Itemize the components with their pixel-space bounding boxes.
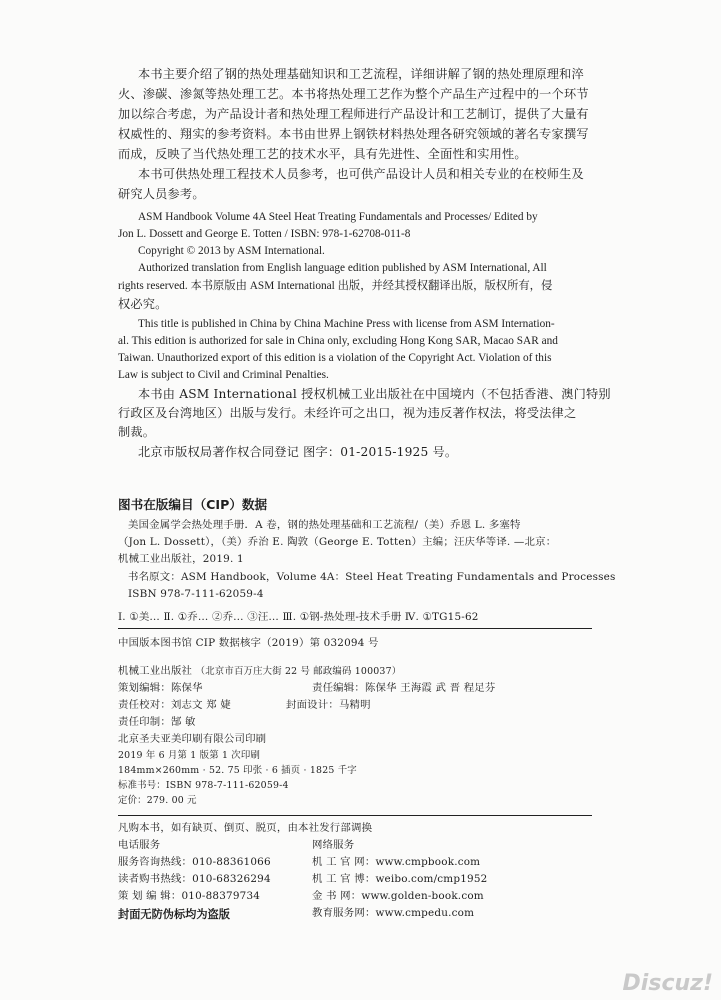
editor-phone: 策 划 编 辑：010-88379734 — [118, 890, 261, 902]
intro-line: 权威性的、翔实的参考资料。本书由世界上钢铁材料热处理各研究领域的著名专家撰写 — [118, 127, 589, 141]
publisher-address: （北京市百万庄大街 22 号 邮政编码 100037） — [195, 666, 402, 677]
cover-design: 封面设计：马精明 — [286, 699, 371, 711]
cip-core-number: 中国版本图书馆 CIP 数据核字（2019）第 032094 号 — [118, 637, 379, 649]
cip-original-title: 书名原文：ASM Handbook，Volume 4A：Steel Heat Treating Fundamentals and Processes — [128, 571, 616, 583]
standard-isbn: 标准书号：ISBN 978-7-111-62059-4 — [118, 780, 289, 791]
copyright-line: Copyright © 2013 by ASM International. — [138, 245, 325, 257]
intro-line: 本书可供热处理工程技术人员参考，也可供产品设计人员和相关专业的在校师生及 — [138, 167, 584, 181]
authorization-cn-line: 行政区及台湾地区）出版与发行。未经许可之出口，视为违反著作权法，将受法律之 — [118, 406, 577, 420]
intro-line: 而成，反映了当代热处理工艺的技术水平，具有先进性、全面性和实用性。 — [118, 147, 527, 161]
cip-isbn: ISBN 978-7-111-62059-4 — [128, 588, 264, 600]
china-license-line: This title is published in China by China Machine Press with license from ASM Internation- — [138, 318, 555, 330]
publisher-name — [118, 664, 401, 679]
authorized-line: Authorized translation from English language edition published by ASM International, All — [138, 262, 547, 274]
handbook-line: ASM Handbook Volume 4A Steel Heat Treating Fundamentals and Processes/ Edited by — [138, 211, 538, 223]
planning-editor: 策划编辑：陈保华 — [118, 682, 203, 694]
intro-line: 研究人员参考。 — [118, 187, 205, 201]
cip-description-line: （Jon L. Dossett），（美）乔治 E. 陶敦（George E. Totten）主编；汪庆华等译. —北京： — [118, 536, 557, 548]
replacement-notice: 凡购本书，如有缺页、倒页、脱页，由本社发行部调换 — [118, 822, 373, 834]
authorization-cn-line: 制裁。 — [118, 425, 156, 439]
authorized-line: rights reserved. 本书原版由 ASM International 出版，并经其授权翻译出版，版权所有，侵 — [118, 280, 553, 292]
intro-line: 本书主要介绍了钢的热处理基础知识和工艺流程，详细讲解了钢的热处理原理和淬 — [138, 67, 584, 81]
footer-divider — [118, 815, 592, 816]
cip-title: 图书在版编目（CIP）数据 — [118, 497, 268, 512]
china-license-line: Law is subject to Civil and Criminal Penalties. — [118, 369, 329, 381]
golden-book-link[interactable]: 金 书 网：www.golden-book.com — [312, 890, 484, 902]
price: 定价：279. 00 元 — [118, 795, 197, 806]
intro-line: 加以综合考虑，为产品设计者和热处理工程师进行产品设计和工艺制订，提供了大量有 — [118, 107, 589, 121]
web-heading: 网络服务 — [312, 839, 355, 851]
purchase-phone: 读者购书热线：010-68326294 — [118, 873, 271, 885]
service-phone: 服务咨询热线：010-88361066 — [118, 856, 271, 868]
authorized-line: 权必究。 — [118, 297, 168, 311]
phone-heading: 电话服务 — [118, 839, 161, 851]
edition: 2019 年 6 月第 1 版第 1 次印刷 — [118, 750, 261, 761]
education-service-link[interactable]: 教育服务网：www.cmpedu.com — [312, 907, 475, 919]
official-weibo-link[interactable]: 机 工 官 博：weibo.com/cmp1952 — [312, 873, 488, 885]
china-license-line: al. This edition is authorized for sale in China only, excluding Hong Kong SAR, Macao SAR and — [118, 335, 558, 347]
printer: 北京圣夫亚美印刷有限公司印刷 — [118, 733, 267, 745]
proofreader: 责任校对：刘志文 郑 婕 — [118, 699, 231, 711]
printing-supervisor: 责任印制：郜 敏 — [118, 716, 196, 728]
cip-description-line: 机械工业出版社，2019. 1 — [118, 553, 244, 565]
cip-classification: Ⅰ. ①美… Ⅱ. ①乔… ②乔… ③汪… Ⅲ. ①钢-热处理-技术手册 Ⅳ. ①TG15-62 — [118, 611, 479, 623]
intro-line: 火、渗碳、渗氮等热处理工艺。本书将热处理工艺作为整个产品生产过程中的一个环节 — [118, 87, 589, 101]
official-site-link[interactable]: 机 工 官 网：www.cmpbook.com — [312, 856, 481, 868]
publisher-name-text: 机械工业出版社 — [118, 665, 193, 677]
cip-divider — [118, 628, 592, 629]
format: 184mm×260mm · 52. 75 印张 · 6 插页 · 1825 千字 — [118, 765, 357, 776]
responsible-editor: 责任编辑：陈保华 王海霞 武 晋 程足芬 — [312, 682, 496, 694]
authorization-cn-line: 本书由 ASM International 授权机械工业出版社在中国境内（不包括香港、澳门特别 — [138, 387, 611, 401]
china-license-line: Taiwan. Unauthorized export of this edition is a violation of the Copyright Act. Violation of this — [118, 352, 552, 364]
anti-counterfeit-notice: 封面无防伪标均为盗版 — [118, 908, 230, 921]
handbook-line: Jon L. Dossett and George E. Totten / ISBN: 978-1-62708-011-8 — [118, 228, 411, 240]
forum-watermark: Discuz! — [622, 971, 713, 996]
copyright-registration: 北京市版权局著作权合同登记 图字：01-2015-1925 号。 — [138, 445, 458, 459]
cip-description-line: 美国金属学会热处理手册．A 卷，钢的热处理基础和工艺流程/（美）乔恩 L. 多塞特 — [128, 519, 521, 531]
